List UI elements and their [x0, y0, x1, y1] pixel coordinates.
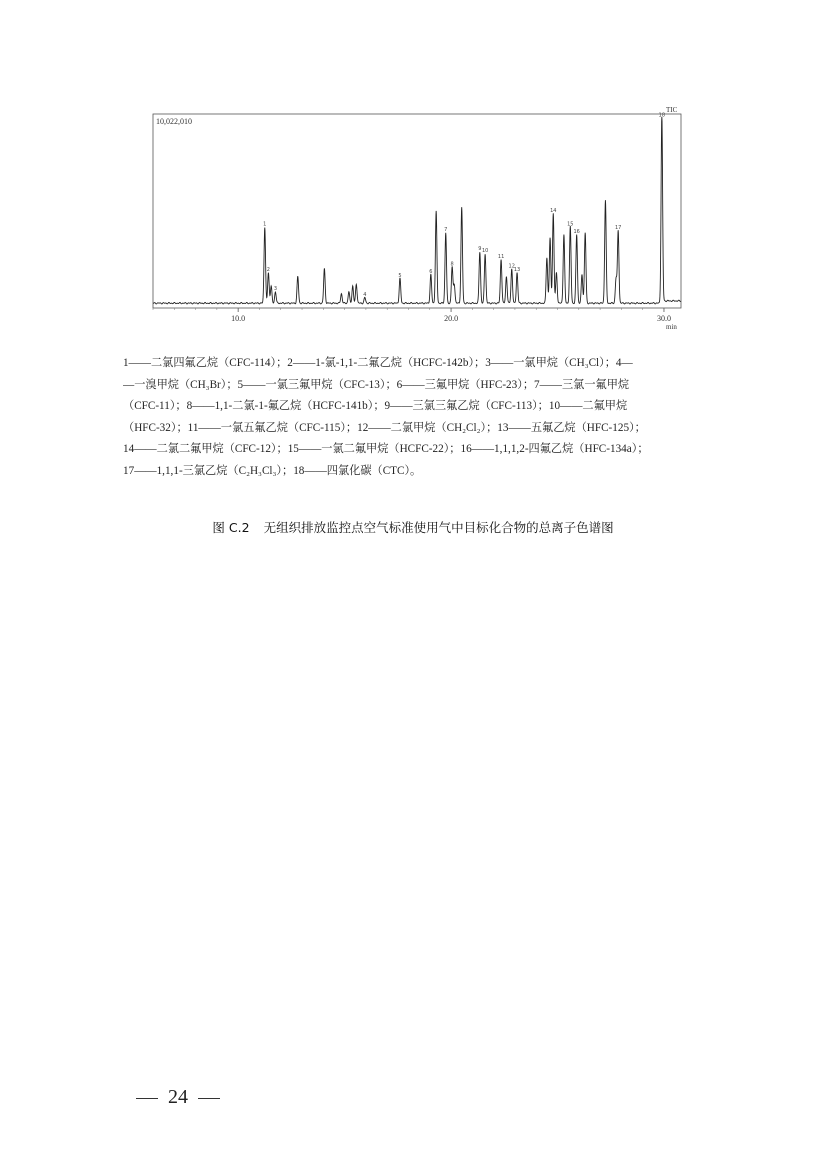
- plot-frame: [153, 114, 681, 308]
- peak-label: 8: [450, 261, 454, 268]
- signal-label: TIC: [666, 106, 678, 114]
- peak-label: 5: [398, 272, 402, 279]
- peak-label: 13: [513, 267, 521, 274]
- tic-trace: [153, 117, 681, 304]
- peak-label: 17: [615, 225, 622, 232]
- peak-label: 18: [658, 112, 666, 119]
- peak-label: 11: [497, 253, 505, 260]
- peak-label: 10: [481, 248, 489, 255]
- page-number-value: 24: [168, 1086, 188, 1108]
- legend-line: 17——1,1,1-三氯乙烷（C₂H₃Cl₃）；18——四氯化碳（CTC）。: [123, 464, 422, 477]
- page-number: [126, 1086, 230, 1109]
- peak-label: 12: [508, 263, 515, 270]
- x-tick-label: 30.0: [656, 314, 671, 323]
- chromatogram-chart: [120, 100, 710, 340]
- peak-label: 4: [363, 291, 367, 298]
- legend-line: 14——二氯二氟甲烷（CFC-12）；15——一氯二氟甲烷（HCFC-22）；16——1,1,1,2-四氟乙烷（HFC-134a）；: [123, 443, 649, 456]
- figure-number: 图 C.2: [212, 520, 250, 535]
- figure-caption: [0, 518, 826, 536]
- peak-label: 14: [550, 207, 557, 214]
- peak-label: 7: [444, 227, 448, 234]
- x-tick-label: 20.0: [444, 314, 459, 323]
- legend-line: 1——二氯四氟乙烷（CFC-114）；2——1-氯-1,1-二氟乙烷（HCFC-142b）；3——一氯甲烷（CH₃Cl）；4—: [123, 357, 633, 369]
- page-dash-left: [136, 1098, 158, 1099]
- peak-label: 15: [567, 221, 574, 228]
- legend-line: （CFC-11）；8——1,1-二氯-1-氟乙烷（HCFC-141b）；9——三氯三氟乙烷（CFC-113）；10——二氟甲烷: [123, 400, 628, 413]
- legend-line: —一溴甲烷（CH₃Br）；5——一氯三氟甲烷（CFC-13）；6——三氟甲烷（HFC-23）；7——三氯一氟甲烷: [123, 378, 630, 391]
- x-tick-label: 10.0: [231, 314, 246, 323]
- x-axis-unit: min: [666, 323, 677, 331]
- peak-label: 9: [478, 246, 482, 253]
- figure-title: 无组织排放监控点空气标准使用气中目标化合物的总离子色谱图: [263, 520, 614, 535]
- legend-text: [123, 353, 703, 483]
- peak-label: 16: [573, 228, 580, 235]
- y-annotation: 10,022,010: [156, 117, 192, 126]
- peak-label: 3: [273, 286, 278, 293]
- peak-label: 6: [429, 269, 433, 276]
- page-dash-right: [198, 1098, 220, 1099]
- peak-label: 2: [266, 267, 270, 274]
- x-axis-ticks: [153, 308, 671, 323]
- peak-label: 1: [263, 221, 267, 228]
- legend-line: （HFC-32）；11——一氯五氟乙烷（CFC-115）；12——二氯甲烷（CH₂Cl₂）；13——五氟乙烷（HFC-125）；: [123, 421, 646, 434]
- chromatogram-svg: [120, 100, 710, 340]
